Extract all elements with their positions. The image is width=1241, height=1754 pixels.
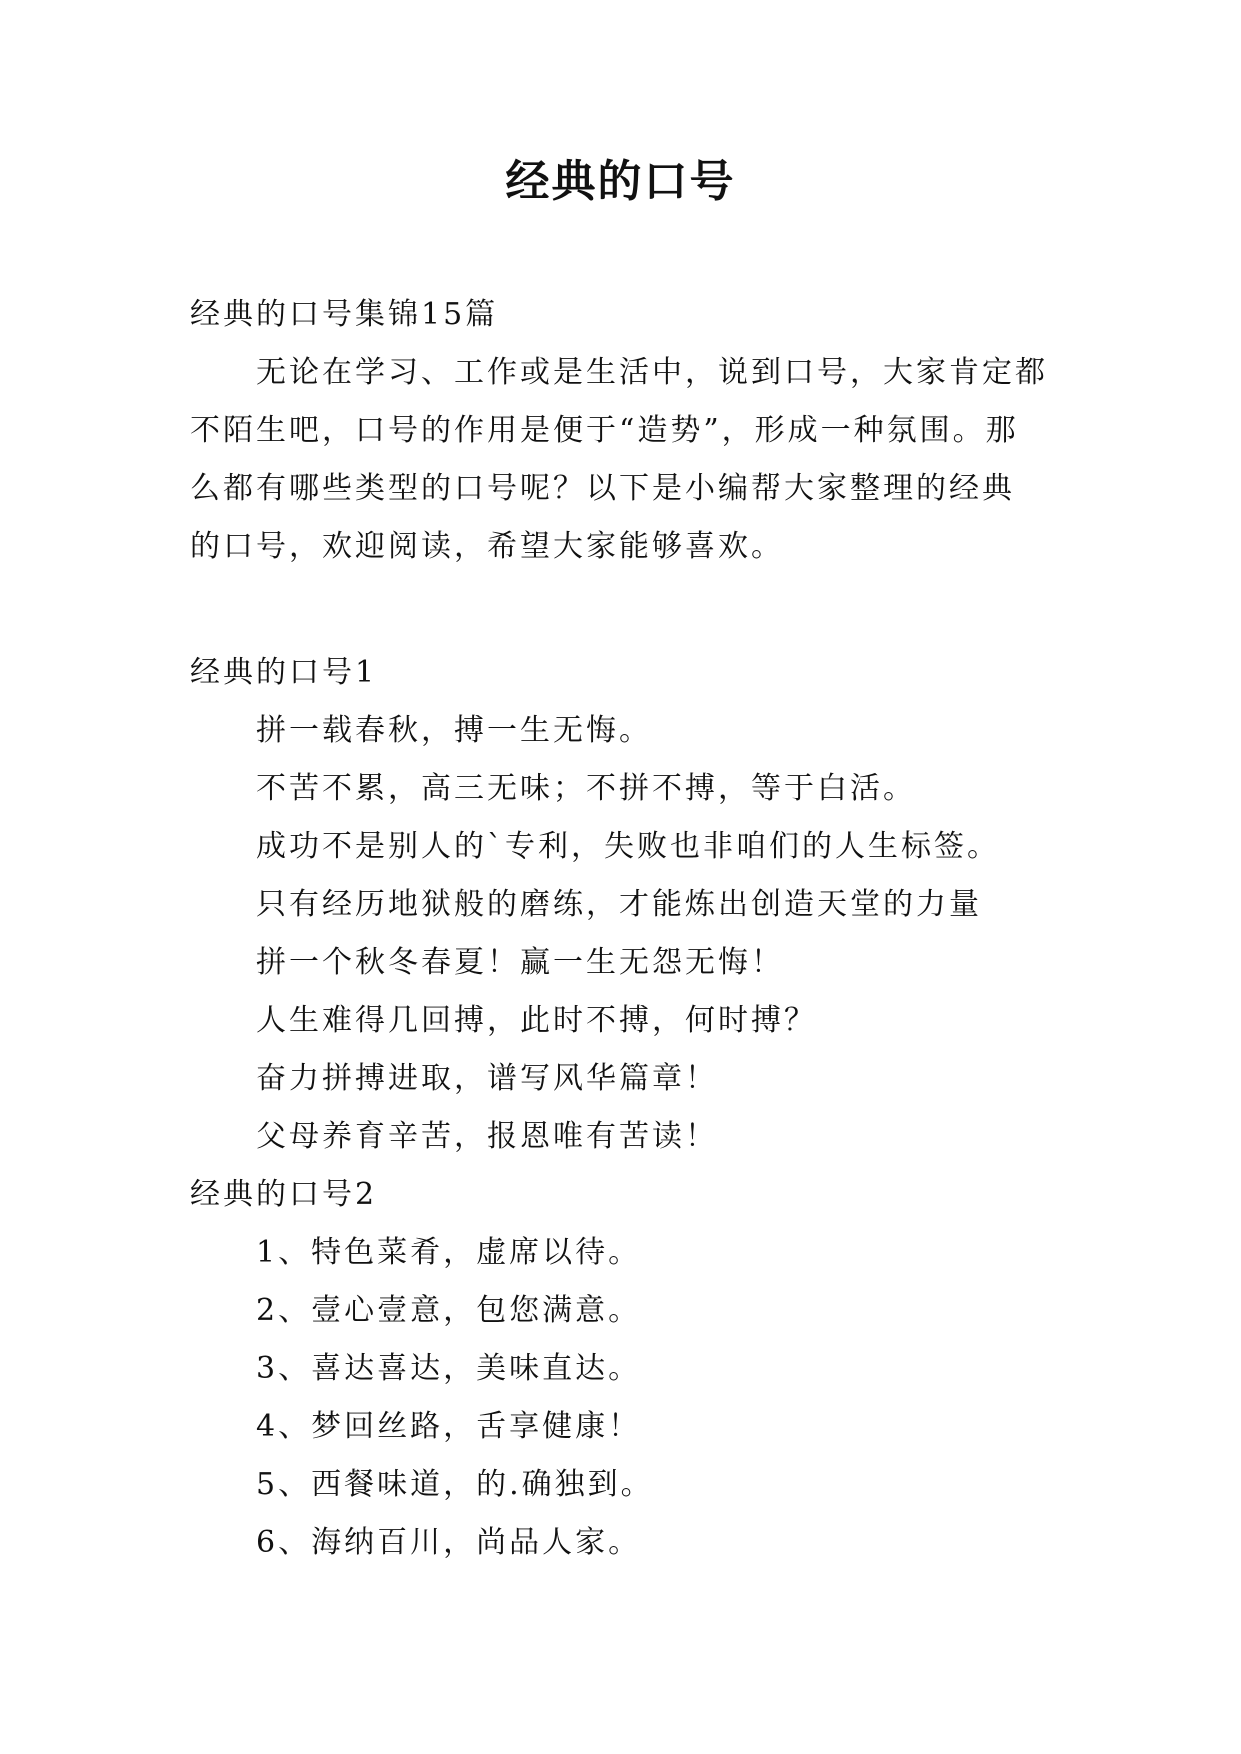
slogan-item: 拼一载春秋，搏一生无悔。 (256, 713, 652, 748)
document-body (190, 286, 1060, 1572)
section-heading: 经典的口号2 (190, 1177, 378, 1212)
slogan-item: 5、西餐味道，的.确独到。 (256, 1467, 654, 1502)
slogan-item: 4、梦回丝路，舌享健康！ (256, 1409, 642, 1444)
slogan-item: 只有经历地狱般的磨练，才能炼出创造天堂的力量 (256, 887, 982, 922)
intro-paragraph-line: 么都有哪些类型的口号呢？以下是小编帮大家整理的经典 (190, 471, 1015, 506)
slogan-item: 父母养育辛苦，报恩唯有苦读！ (256, 1119, 718, 1154)
slogan-item: 人生难得几回搏，此时不搏，何时搏？ (256, 1003, 817, 1038)
slogan-item: 不苦不累，高三无味；不拼不搏，等于白活。 (256, 771, 916, 806)
intro-paragraph (190, 344, 1060, 576)
section1-list (190, 702, 1060, 1166)
slogan-item: 奋力拼搏进取，谱写风华篇章！ (256, 1061, 718, 1096)
section2-list (190, 1224, 1060, 1572)
intro-paragraph-line: 不陌生吧，口号的作用是便于“造势”，形成一种氛围。那 (190, 413, 1019, 448)
intro-heading: 经典的口号集锦15篇 (190, 297, 499, 332)
slogan-item: 拼一个秋冬春夏！赢一生无怨无悔！ (256, 945, 784, 980)
slogan-item: 3、喜达喜达，美味直达。 (256, 1351, 642, 1386)
slogan-item: 1、特色菜肴，虚席以待。 (256, 1235, 642, 1270)
section-spacer (190, 576, 1060, 644)
slogan-item: 成功不是别人的`专利，失败也非咱们的人生标签。 (256, 829, 1000, 864)
intro-paragraph-line: 的口号，欢迎阅读，希望大家能够喜欢。 (190, 529, 784, 564)
document-title: 经典的口号 (505, 156, 736, 207)
section-heading: 经典的口号1 (190, 655, 378, 690)
slogan-item: 2、壹心壹意，包您满意。 (256, 1293, 642, 1328)
slogan-item: 6、海纳百川，尚品人家。 (256, 1525, 642, 1560)
intro-paragraph-line: 无论在学习、工作或是生活中，说到口号，大家肯定都 (256, 355, 1048, 390)
